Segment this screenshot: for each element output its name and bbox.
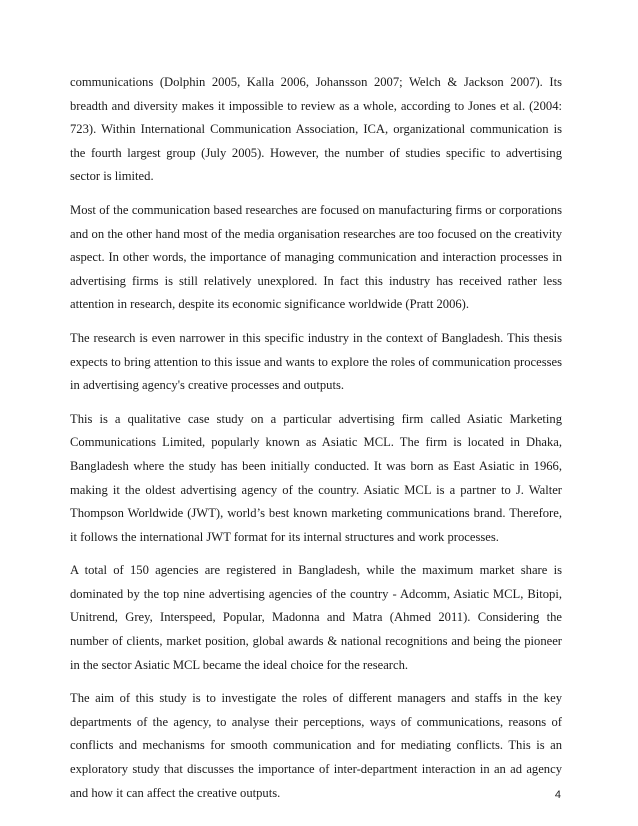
paragraph-5: A total of 150 agencies are registered in Bangladesh, while the maximum market share is dominated by the top nine advertising agencies of the country - Adcomm, Asiatic MCL, Bitopi, Unitrend, Grey, Interspeed, Popular, Madonna and Matra (Ahmed 2011). Considering the number of clients, market position, global awards & national recognitions and being the pioneer in the sector Asiatic MCL became the ideal choice for the research.	[70, 563, 562, 672]
paragraph-2: Most of the communication based researches are focused on manufacturing firms or corporations and on the other hand most of the media organisation researches are too focused on the creativity aspect. In other words, the importance of managing communication and interaction processes in advertising firms is still relatively unexplored. In fact this industry has received rather less attention in research, despite its economic significance worldwide (Pratt 2006).	[70, 202, 562, 312]
paragraph-4: This is a qualitative case study on a particular advertising firm called Asiatic Marketing Communications Limited, popularly known as Asiatic MCL. The firm is located in Dhaka, Bangladesh where the study has been initially conducted. It was born as East Asiatic in 1966, making it the oldest advertising agency of the country. Asiatic MCL is a partner to J. Walter Thompson Worldwide (JWT), world’s best known marketing communications brand. Therefore, it follows the international JWT format for its internal structures and work processes.	[70, 411, 562, 544]
paragraph-6: The aim of this study is to investigate the roles of different managers and staffs in the key departments of the agency, to analyse their perceptions, ways of communications, reasons of conflicts and mechanisms for smooth communication and for mediating conflicts. This is an exploratory study that discusses the importance of inter-department interaction in an ad agency and how it can affect the creative outputs.	[70, 691, 562, 800]
paragraph-1: communications (Dolphin 2005, Kalla 2006, Johansson 2007; Welch & Jackson 2007). Its breadth and diversity makes it impossible to review as a whole, according to Jones et al. (2004: 723). Within International Communication Association, ICA, organizational communication is the fourth largest group (July 2005). However, the number of studies specific to advertising sector is limited.	[70, 75, 562, 184]
paragraph-3: The research is even narrower in this specific industry in the context of Bangladesh. This thesis expects to bring attention to this issue and wants to explore the roles of communication processes in advertising agency's creative processes and outputs.	[70, 330, 562, 393]
body-text	[70, 71, 562, 815]
page-number: 4	[554, 789, 561, 801]
